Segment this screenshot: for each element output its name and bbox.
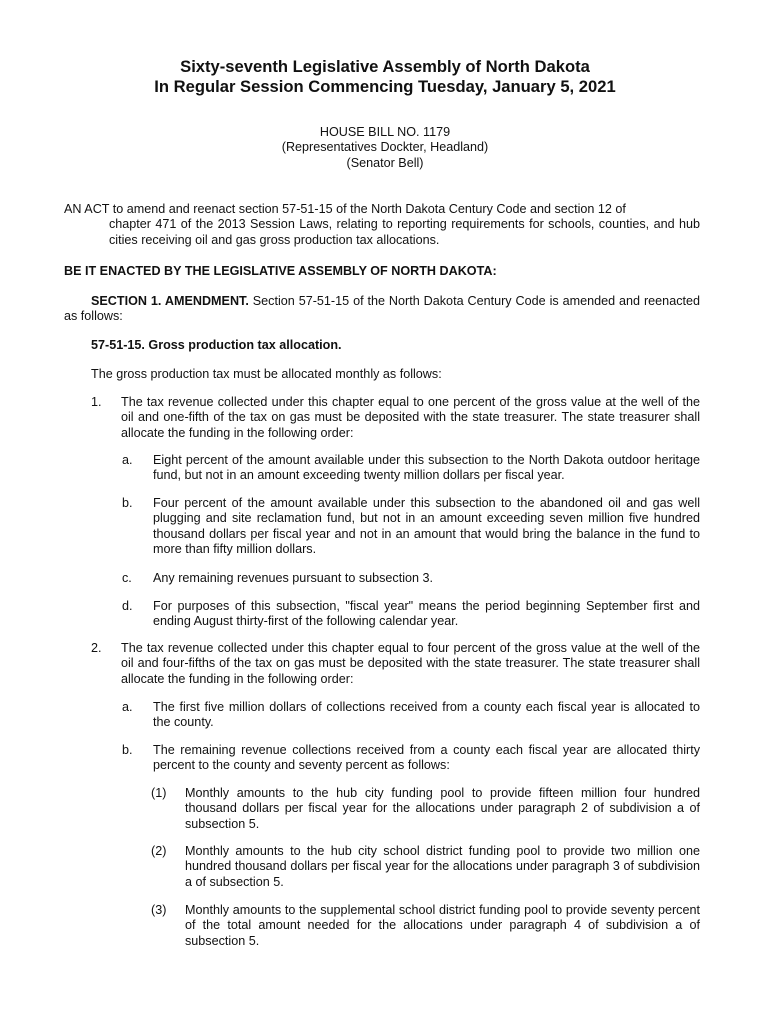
- title-line-1: Sixty-seventh Legislative Assembly of North Dakota: [180, 57, 590, 76]
- document-title: [0, 57, 770, 97]
- item-text: Any remaining revenues pursuant to subsection 3.: [153, 571, 434, 585]
- act-title-line-1: AN ACT to amend and reenact section 57-51-15 of the North Dakota Century Code and section 12 of: [64, 202, 626, 216]
- item-text: Monthly amounts to the hub city funding pool to provide fifteen million four hundred thousand dollars per fiscal year for the allocations under paragraph 2 of subdivision a of subsection 5.: [185, 786, 700, 831]
- item-text: For purposes of this subsection, "fiscal year" means the period beginning September first and ending August thirty-first of the following calendar year.: [153, 599, 700, 629]
- item-number: 2.: [91, 641, 102, 655]
- item-text: The tax revenue collected under this chapter equal to four percent of the gross value at the well of the oil and four-fifths of the tax on gas must be deposited with the state treasurer. The state treasurer shall allocate the funding in the following order:: [121, 641, 700, 686]
- subdivision-2a: [122, 700, 700, 731]
- item-number: c.: [122, 571, 132, 585]
- item-text: The remaining revenue collections received from a county each fiscal year are allocated thirty percent to the county and seventy percent as follows:: [153, 743, 700, 773]
- item-number: 1.: [91, 395, 102, 409]
- section-1-heading: SECTION 1. AMENDMENT.: [91, 294, 249, 308]
- subdivision-2b: [122, 743, 700, 774]
- item-text: The first five million dollars of collections received from a county each fiscal year is allocated to the county.: [153, 700, 700, 730]
- item-number: a.: [122, 700, 133, 714]
- item-text: Monthly amounts to the supplemental school district funding pool to provide seventy percent of the total amount needed for the allocations under paragraph 4 of subdivision a of subsection 5.: [185, 903, 700, 948]
- paragraph-2b2: [151, 844, 700, 890]
- paragraph-2b3: [151, 903, 700, 949]
- act-title: [64, 202, 700, 248]
- item-number: b.: [122, 496, 133, 510]
- section-1: [64, 294, 700, 325]
- item-number: (3): [151, 903, 167, 917]
- statute-intro: The gross production tax must be allocated monthly as follows:: [91, 367, 442, 381]
- bill-number: HOUSE BILL NO. 1179: [319, 125, 451, 139]
- section-1-text: Section 57-51-15 of the North Dakota Century Code is amended and reenacted as follows:: [64, 294, 700, 324]
- enacting-clause: BE IT ENACTED BY THE LEGISLATIVE ASSEMBLY OF NORTH DAKOTA:: [64, 264, 497, 278]
- item-number: (1): [151, 786, 167, 800]
- item-text: Four percent of the amount available under this subsection to the abandoned oil and gas well plugging and site reclamation fund, but not in an amount exceeding seven million five hundred thousand dollars per fiscal year and not in an amount that would bring the balance in the fund to more than fifty million dollars.: [153, 496, 700, 557]
- subdivision-1a: [122, 453, 700, 484]
- item-text: Monthly amounts to the hub city school district funding pool to provide two million one hundred thousand dollars per fiscal year for the allocations under paragraph 3 of subdivision a of subsection 5.: [185, 844, 700, 889]
- sponsors-senator: (Senator Bell): [346, 155, 424, 170]
- subdivision-1b: [122, 496, 700, 558]
- title-line-2: In Regular Session Commencing Tuesday, January 5, 2021: [154, 77, 616, 96]
- item-text: The tax revenue collected under this chapter equal to one percent of the gross value at the well of the oil and one-fifth of the tax on gas must be deposited with the state treasurer. The state treasurer shall allocate the funding in the following order:: [121, 395, 700, 440]
- item-number: a.: [122, 453, 133, 467]
- bill-info: [0, 125, 770, 171]
- item-text: Eight percent of the amount available under this subsection to the North Dakota outdoor heritage fund, but not in an amount exceeding twenty million dollars per fiscal year.: [153, 453, 700, 483]
- item-number: (2): [151, 844, 167, 858]
- item-number: d.: [122, 599, 133, 613]
- paragraph-2b1: [151, 786, 700, 832]
- item-number: b.: [122, 743, 133, 757]
- statute-heading: 57-51-15. Gross production tax allocation.: [91, 338, 342, 352]
- subsection-1: [91, 395, 700, 441]
- subdivision-1c: [122, 571, 700, 586]
- sponsors-representatives: (Representatives Dockter, Headland): [281, 140, 489, 155]
- subsection-2: [91, 641, 700, 687]
- subdivision-1d: [122, 599, 700, 630]
- act-title-rest: chapter 471 of the 2013 Session Laws, relating to reporting requirements for schools, counties, and hub cities receiving oil and gas gross production tax allocations.: [109, 217, 700, 247]
